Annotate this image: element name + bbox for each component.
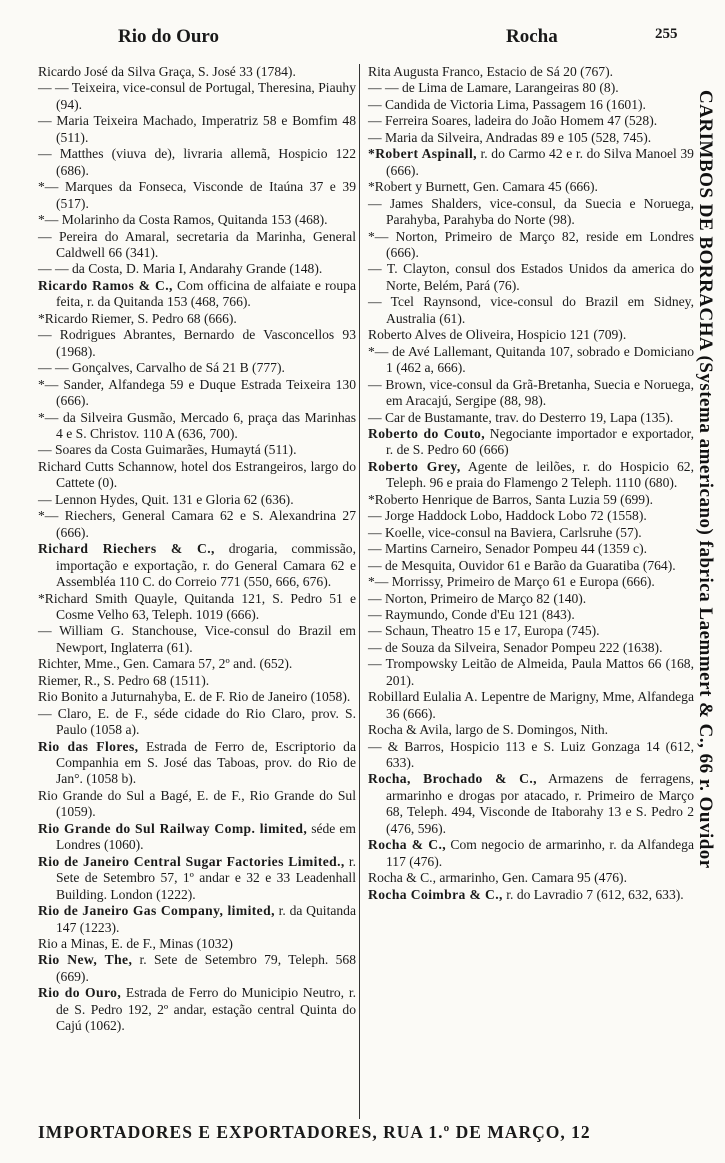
directory-entry (38, 360, 356, 376)
entry-text: drogaria, commissão, importação e exportação, r. do General Camara 62 e Assembléa 110 C. do Correio 771 (550, 666, 676). (56, 541, 356, 590)
directory-entry (38, 656, 356, 672)
entry-text: *— Marques da Fonseca, Visconde de Itaúna 37 e 39 (517). (38, 179, 356, 211)
directory-entry (368, 410, 694, 426)
directory-entry (368, 196, 694, 229)
directory-entry (38, 146, 356, 179)
entry-text: *— Norton, Primeiro de Março 82, reside em Londres (666). (368, 228, 694, 260)
directory-entry (368, 656, 694, 689)
directory-entry (38, 508, 356, 541)
entry-text: — — Teixeira, vice-consul de Portugal, Theresina, Piauhy (94). (38, 80, 356, 112)
entry-text: — Lennon Hydes, Quit. 131 e Gloria 62 (636). (38, 491, 294, 507)
directory-entry (38, 261, 356, 277)
directory-entry (38, 854, 356, 903)
directory-entry (38, 179, 356, 212)
directory-entry (38, 311, 356, 327)
entry-firm-name: Rio de Janeiro Central Sugar Factories Limited., (38, 853, 345, 869)
entry-text: r. do Lavradio 7 (612, 632, 633). (502, 886, 684, 902)
entry-text: *— Riechers, General Camara 62 e S. Alexandrina 27 (666). (38, 508, 356, 540)
entry-firm-name: Roberto do Couto, (368, 425, 486, 441)
entry-text: Richter, Mme., Gen. Camara 57, 2º and. (652). (38, 656, 293, 672)
directory-entry (368, 179, 694, 195)
directory-entry (38, 492, 356, 508)
entry-firm-name: Roberto Grey, (368, 458, 461, 474)
directory-entry (38, 377, 356, 410)
entry-text: Com officina de alfaiate e roupa feita, r. da Quitanda 153 (468, 766). (56, 277, 356, 310)
directory-entry (368, 739, 694, 772)
side-banner-text: CARIMBOS DE BORRACHA (Systema americano) fabrica Laemmert & C., 66 r. Ouvidor (695, 90, 716, 869)
directory-entry (368, 508, 694, 524)
entry-firm-name: *Robert Aspinall, (368, 146, 477, 162)
directory-entry (368, 640, 694, 656)
entry-text: — James Shalders, vice-consul, da Suecia e Noruega, Parahyba, Parahyba do Norte (98). (368, 195, 694, 228)
directory-entry (368, 492, 694, 508)
directory-entry (368, 426, 694, 459)
entry-text: Estrada de Ferro de, Escriptorio da Companhia em S. José das Taboas, prov. do Rio de Jan°. (1058 b). (56, 738, 356, 787)
entry-text: Agente de leilões, r. do Hospicio 62, Teleph. 96 e praia do Flamengo 2 Teleph. 1110 (680). (386, 458, 694, 491)
directory-entry (38, 821, 356, 854)
directory-entry (38, 459, 356, 492)
entry-text: Negociante importador e exportador, r. de S. Pedro 60 (666) (386, 425, 694, 458)
entry-firm-name: Rio New, The, (38, 952, 133, 968)
right-column (368, 64, 694, 903)
directory-entry (368, 607, 694, 623)
entry-firm-name: Ricardo Ramos & C., (38, 277, 173, 293)
directory-entry (368, 541, 694, 557)
entry-firm-name: Rio Grande do Sul Railway Comp. limited, (38, 820, 308, 836)
entry-text: Rocha & Avila, largo de S. Domingos, Nith. (368, 722, 609, 738)
entry-firm-name: Richard Riechers & C., (38, 541, 215, 557)
entry-text: — Jorge Haddock Lobo, Haddock Lobo 72 (1558). (368, 508, 647, 524)
directory-entry (368, 722, 694, 738)
entry-text: — Tcel Raynsond, vice-consul do Brazil em Sidney, Australia (61). (368, 294, 694, 326)
entry-text: — Rodrigues Abrantes, Bernardo de Vasconcellos 93 (1968). (38, 327, 356, 359)
directory-entry (38, 442, 356, 458)
directory-entry (368, 591, 694, 607)
entry-text: — Maria Teixeira Machado, Imperatriz 58 e Bomfim 48 (511). (38, 113, 356, 145)
entry-text: Rio a Minas, E. de F., Minas (1032) (38, 936, 233, 952)
entry-text: *Roberto Henrique de Barros, Santa Luzia 59 (699). (368, 491, 654, 507)
entry-text: *— Molarinho da Costa Ramos, Quitanda 153 (468). (38, 212, 328, 228)
directory-entry (38, 936, 356, 952)
directory-entry (368, 229, 694, 262)
entry-text: — T. Clayton, consul dos Estados Unidos da america do Norte, Belém, Pará (76). (368, 261, 694, 293)
directory-entry (38, 689, 356, 705)
directory-entry (38, 80, 356, 113)
directory-entry (38, 623, 356, 656)
directory-entry (368, 327, 694, 343)
directory-entry (368, 80, 694, 96)
entry-text: — William G. Stanchouse, Vice-consul do Brazil em Newport, Inglaterra (61). (38, 623, 356, 655)
entry-text: — Car de Bustamante, trav. do Desterro 19, Lapa (135). (368, 409, 674, 425)
entry-firm-name: Rio de Janeiro Gas Company, limited, (38, 903, 275, 919)
directory-entry (38, 788, 356, 821)
directory-entry (368, 97, 694, 113)
directory-entry (38, 64, 356, 80)
entry-text: *— de Avé Lallemant, Quitanda 107, sobrado e Domiciano 1 (462 a, 666). (368, 343, 694, 376)
directory-entry (368, 261, 694, 294)
side-advertisement (692, 90, 722, 1125)
directory-entry (38, 541, 356, 590)
entry-text: — Schaun, Theatro 15 e 17, Europa (745). (368, 623, 600, 639)
directory-entry (368, 344, 694, 377)
entry-text: r. do Carmo 42 e r. do Silva Manoel 39 (666). (386, 146, 694, 178)
entry-text: Roberto Alves de Oliveira, Hospicio 121 (709). (368, 327, 627, 343)
directory-entry (368, 377, 694, 410)
entry-text: Com negocio de armarinho, r. da Alfandega 117 (476). (386, 837, 694, 869)
directory-entry (38, 113, 356, 146)
entry-text: — & Barros, Hospicio 113 e S. Luiz Gonzaga 14 (612, 633). (368, 738, 694, 771)
entry-text: — de Souza da Silveira, Senador Pompeu 222 (1638). (368, 639, 663, 655)
entry-text: — Martins Carneiro, Senador Pompeu 44 (1359 c). (368, 541, 647, 557)
entry-text: Richard Cutts Schannow, hotel dos Estrangeiros, largo do Cattete (0). (38, 458, 356, 491)
directory-entry (368, 130, 694, 146)
directory-entry (368, 574, 694, 590)
directory-entry (38, 706, 356, 739)
header-right-title: Rocha (506, 26, 558, 47)
entry-text: *Robert y Burnett, Gen. Camara 45 (666). (368, 179, 598, 195)
entry-text: — Brown, vice-consul da Grã-Bretanha, Suecia e Noruega, em Aracajú, Sergipe (88, 98). (368, 376, 694, 409)
directory-entry (368, 623, 694, 639)
entry-firm-name: Rocha Coimbra & C., (368, 886, 503, 902)
directory-entry (368, 771, 694, 837)
entry-text: r. Sete de Setembro 57, 1º andar e 32 e 33 Leadenhall Building. London (1222). (56, 853, 357, 902)
directory-entry (38, 327, 356, 360)
entry-text: r. Sete de Setembro 79, Teleph. 568 (669). (56, 952, 356, 984)
entry-text: Armazens de ferragens, armarinho e drogas por atacado, r. Primeiro de Março 68, Teleph. 494, Visconde de Itaborahy 13 e S. Pedro 2 (476, 596). (386, 771, 694, 836)
entry-text: *— Sander, Alfandega 59 e Duque Estrada Teixeira 130 (666). (38, 376, 356, 409)
directory-entry (38, 673, 356, 689)
entry-text: — Koelle, vice-consul na Baviera, Carlsruhe (57). (368, 524, 642, 540)
column-divider (359, 64, 360, 1119)
entry-text: — Claro, E. de F., séde cidade do Rio Claro, prov. S. Paulo (1058 a). (38, 705, 356, 738)
directory-entry (368, 870, 694, 886)
directory-entry (368, 887, 694, 903)
entry-text: — Maria da Silveira, Andradas 89 e 105 (528, 745). (368, 129, 652, 145)
directory-entry (38, 739, 356, 788)
entry-text: — Soares da Costa Guimarães, Humaytá (511). (38, 442, 297, 458)
entry-text: séde em Londres (1060). (56, 820, 356, 853)
directory-entry (368, 525, 694, 541)
entry-text: Rocha & C., armarinho, Gen. Camara 95 (476). (368, 870, 627, 886)
entry-text: — Pereira do Amaral, secretaria da Marinha, General Caldwell 66 (341). (38, 228, 356, 260)
entry-text: — Ferreira Soares, ladeira do João Homem 47 (528). (368, 113, 658, 129)
entry-text: Rio Grande do Sul a Bagé, E. de F., Rio Grande do Sul (1059). (38, 787, 356, 820)
left-column (38, 64, 356, 1035)
entry-text: — — da Costa, D. Maria I, Andarahy Grande (148). (38, 261, 323, 277)
directory-entry (38, 212, 356, 228)
entry-text: *Ricardo Riemer, S. Pedro 68 (666). (38, 310, 237, 326)
directory-entry (38, 903, 356, 936)
directory-entry (368, 459, 694, 492)
page-number: 255 (655, 26, 678, 42)
footer-advertisement: IMPORTADORES E EXPORTADORES, RUA 1.º DE MARÇO, 12 (38, 1122, 591, 1142)
directory-entry (368, 689, 694, 722)
directory-entry (38, 985, 356, 1034)
entry-text: Riemer, R., S. Pedro 68 (1511). (38, 672, 210, 688)
entry-text: *— Morrissy, Primeiro de Março 61 e Europa (666). (368, 574, 655, 590)
directory-entry (368, 294, 694, 327)
directory-entry (368, 64, 694, 80)
entry-text: — Trompowsky Leitão de Almeida, Paula Mattos 66 (168, 201). (368, 656, 694, 688)
entry-text: — de Mesquita, Ouvidor 61 e Barão da Guaratiba (764). (368, 557, 676, 573)
entry-text: Ricardo José da Silva Graça, S. José 33 (1784). (38, 64, 296, 79)
page-header (0, 26, 725, 56)
directory-entry (368, 837, 694, 870)
entry-text: Rita Augusta Franco, Estacio de Sá 20 (767). (368, 64, 614, 79)
entry-firm-name: Rio das Flores, (38, 738, 139, 754)
directory-entry (38, 278, 356, 311)
directory-entry (38, 591, 356, 624)
entry-firm-name: Rio do Ouro, (38, 985, 122, 1001)
entry-text: Rio Bonito a Juturnahyba, E. de F. Rio de Janeiro (1058). (38, 689, 351, 705)
header-left-title: Rio do Ouro (118, 26, 220, 47)
entry-text: *Richard Smith Quayle, Quitanda 121, S. Pedro 51 e Cosme Velho 63, Teleph. 1019 (666). (38, 590, 356, 622)
directory-entry (368, 558, 694, 574)
entry-text: — Norton, Primeiro de Março 82 (140). (368, 590, 587, 606)
directory-entry (38, 952, 356, 985)
directory-entry (38, 410, 356, 443)
entry-text: — — de Lima de Lamare, Larangeiras 80 (8). (368, 80, 619, 96)
directory-entry (38, 229, 356, 262)
entry-text: — Candida de Victoria Lima, Passagem 16 (1601). (368, 96, 646, 112)
entry-text: Estrada de Ferro do Municipio Neutro, r. de S. Pedro 192, 2º andar, estação central Quinta do Cajú (1062). (56, 985, 356, 1034)
entry-text: *— da Silveira Gusmão, Mercado 6, praça das Marinhas 4 e S. Christov. 110 A (636, 700). (38, 409, 356, 441)
entry-firm-name: Rocha, Brochado & C., (368, 771, 537, 787)
directory-entry (368, 113, 694, 129)
entry-text: r. da Quitanda 147 (1223). (56, 903, 357, 935)
entry-firm-name: Rocha & C., (368, 837, 447, 853)
entry-text: — Raymundo, Conde d'Eu 121 (843). (368, 606, 575, 622)
entry-text: — — Gonçalves, Carvalho de Sá 21 B (777). (38, 360, 285, 376)
entry-text: — Matthes (viuva de), livraria allemã, Hospicio 122 (686). (38, 146, 356, 178)
entry-text: Robillard Eulalia A. Lepentre de Marigny, Mme, Alfandega 36 (666). (368, 689, 694, 721)
directory-entry (368, 146, 694, 179)
